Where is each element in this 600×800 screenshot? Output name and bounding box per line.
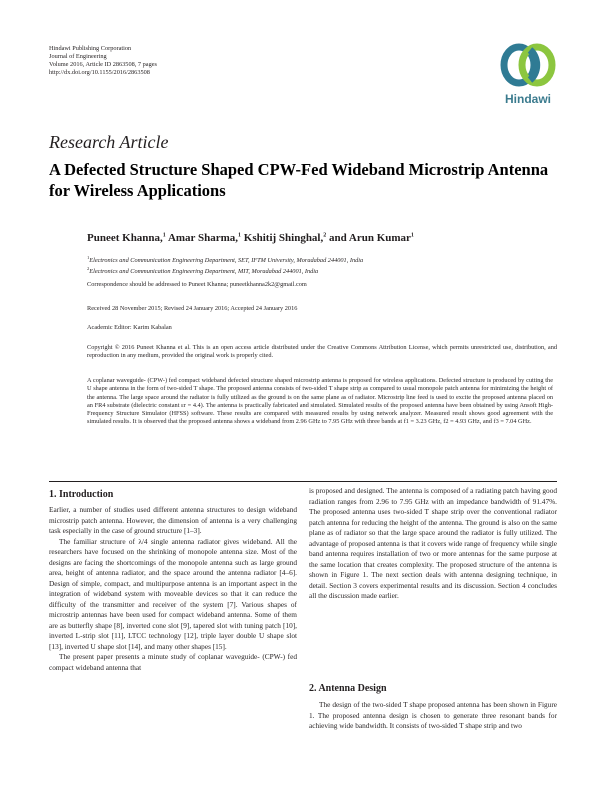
- paragraph: The familiar structure of λ/4 single antenna radiator gives wideband. All the researchers have focused on the shrinking of monopole antenna size. Most of the designs are facing the shortcomings of the monopole antenna such as large ground area, height of antenna radiator, and the space around the antenna radiator [4–6]. Design of simple, compact, and multipurpose antenna is an important aspect in the integration of wideband system with moveable devices so that it can reduce the difficulty of the transmitter and receiver of the system [7]. Various shapes of microstrip antennas have been used for compact wideband antenna. Some of them are as butterfly shape [8], inverted cone slot [9], tapered slot with tuning patch [10], inverted L-strip slot [11], LTCC technology [12], triple layer double U shape slot [13], inverted U shape slot [14], and many other shapes [15].: [49, 536, 297, 651]
- author-affil-mark: 2: [323, 232, 327, 239]
- correspondence: Correspondence should be addressed to Puneet Khanna; puneetkhanna2k2@gmail.com: [87, 281, 307, 288]
- paragraph: The present paper presents a minute study of coplanar waveguide- (CPW-) fed compact wideband antenna that: [49, 652, 297, 672]
- section-heading-introduction: 1. Introduction: [49, 489, 114, 500]
- volume-line: Volume 2016, Article ID 2863508, 7 pages: [49, 61, 157, 68]
- affil-number: 2: [87, 266, 90, 272]
- journal-name: Journal of Engineering: [49, 53, 107, 60]
- abstract: A coplanar waveguide- (CPW-) fed compact wideband defected structure shaped microstrip antenna is proposed for wireless applications. Defected structure is produced by cutting the U shape antenna in the form of two-sided T shape. The proposed antenna consists of two-sided T shape strip as compared to usual monopole patch antenna for minimizing the height of the antenna. The large space around the radiator is fully utilized as the ground is on the same plane as of radiator. Microstrip line feed is used to excite the proposed antenna placed on an FR4 substrate (dielectric constant εr = 4.4). The antenna is practically fabricated and simulated. Simulated results of the proposed antenna have been obtained by using Ansoft High-Frequency Structure Simulator (HFSS) software. These results are compared with measured results by using network analyzer. Measured result shows good agreement with the simulated results. It is observed that the proposed antenna shows a wideband from 2.96 GHz to 7.95 GHz with three bands at f1 = 3.23 GHz, f2 = 4.93 GHz, and f3 = 7.04 GHz.: [87, 377, 553, 426]
- author-affil-mark: 1: [162, 232, 166, 239]
- right-column: [309, 486, 557, 602]
- affil-text: Electronics and Communication Engineering Department, MIT, Moradabad 244001, India: [89, 268, 319, 276]
- affiliation: [87, 254, 557, 265]
- affiliation: [87, 265, 557, 276]
- left-column: [49, 505, 297, 673]
- paragraph: Earlier, a number of studies used different antenna structures to design wideband microstrip patch antenna. However, the dimension of antenna is a very challenging task especially in the case of ground structure [1–3].: [49, 505, 297, 535]
- author-name: Kshitij Shinghal,: [241, 232, 324, 244]
- article-type: Research Article: [49, 132, 169, 152]
- affil-number: 1: [87, 255, 90, 260]
- article-dates: Received 28 November 2015; Revised 24 January 2016; Accepted 24 January 2016: [87, 305, 298, 312]
- author-list: [87, 232, 414, 244]
- author-affil-mark: 1: [238, 232, 242, 239]
- author-name: Puneet Khanna,: [87, 232, 163, 244]
- author-affil-mark: 1: [410, 232, 414, 239]
- hindawi-logo-icon: [497, 40, 559, 90]
- author-name: Amar Sharma,: [165, 232, 239, 244]
- journal-header: [49, 45, 309, 77]
- academic-editor: Academic Editor: Karim Kabalan: [87, 324, 172, 331]
- section-heading-antenna-design: 2. Antenna Design: [309, 683, 387, 694]
- right-column-section2: [309, 700, 557, 732]
- paragraph: The design of the two-sided T shape proposed antenna has been shown in Figure 1. The proposed antenna design is chosen to generate three resonant bands for achieving wide bandwidth. It consists of two-sided T shape strip and two: [309, 700, 557, 730]
- affiliations: [87, 254, 557, 277]
- copyright-notice: Copyright © 2016 Puneet Khanna et al. This is an open access article distributed under the Creative Commons Attribution License, which permits unrestricted use, distribution, and reproduction in any medium, provided the original work is properly cited.: [87, 344, 557, 360]
- publisher-line: Hindawi Publishing Corporation: [49, 45, 132, 52]
- doi-link[interactable]: http://dx.doi.org/10.1155/2016/2863508: [49, 69, 150, 76]
- paper-title: A Defected Structure Shaped CPW-Fed Wideband Microstrip Antenna for Wireless Applications: [49, 160, 549, 200]
- divider: [49, 481, 557, 482]
- affil-text: Electronics and Communication Engineering Department, SET, IFTM University, Moradabad 244001, India: [89, 257, 364, 265]
- logo-wordmark: Hindawi: [504, 92, 551, 106]
- hindawi-logo: [497, 40, 559, 106]
- author-name: and Arun Kumar: [326, 232, 411, 244]
- paragraph: is proposed and designed. The antenna is composed of a radiating patch having good radiation ranges from 2.96 to 7.95 GHz with an impedance bandwidth of 91.47%. The proposed antenna uses two-sided T shape strip over the conventional radiator patch antenna for reducing the height of the antenna. The ground is also on the same plane as of radiator so that the large space around the radiator is fully utilized. The advantage of proposed antenna is that it covers wide range of frequency while single band antenna requires installation of two or more antennas for the same purpose at the same location that creates complexity. The proposed structure of the antenna is shown in Figure 1. The next section deals with antenna designing technique, in detail. Section 3 covers experimental results and its discussion. Section 4 concludes all the discussion made earlier.: [309, 486, 557, 600]
